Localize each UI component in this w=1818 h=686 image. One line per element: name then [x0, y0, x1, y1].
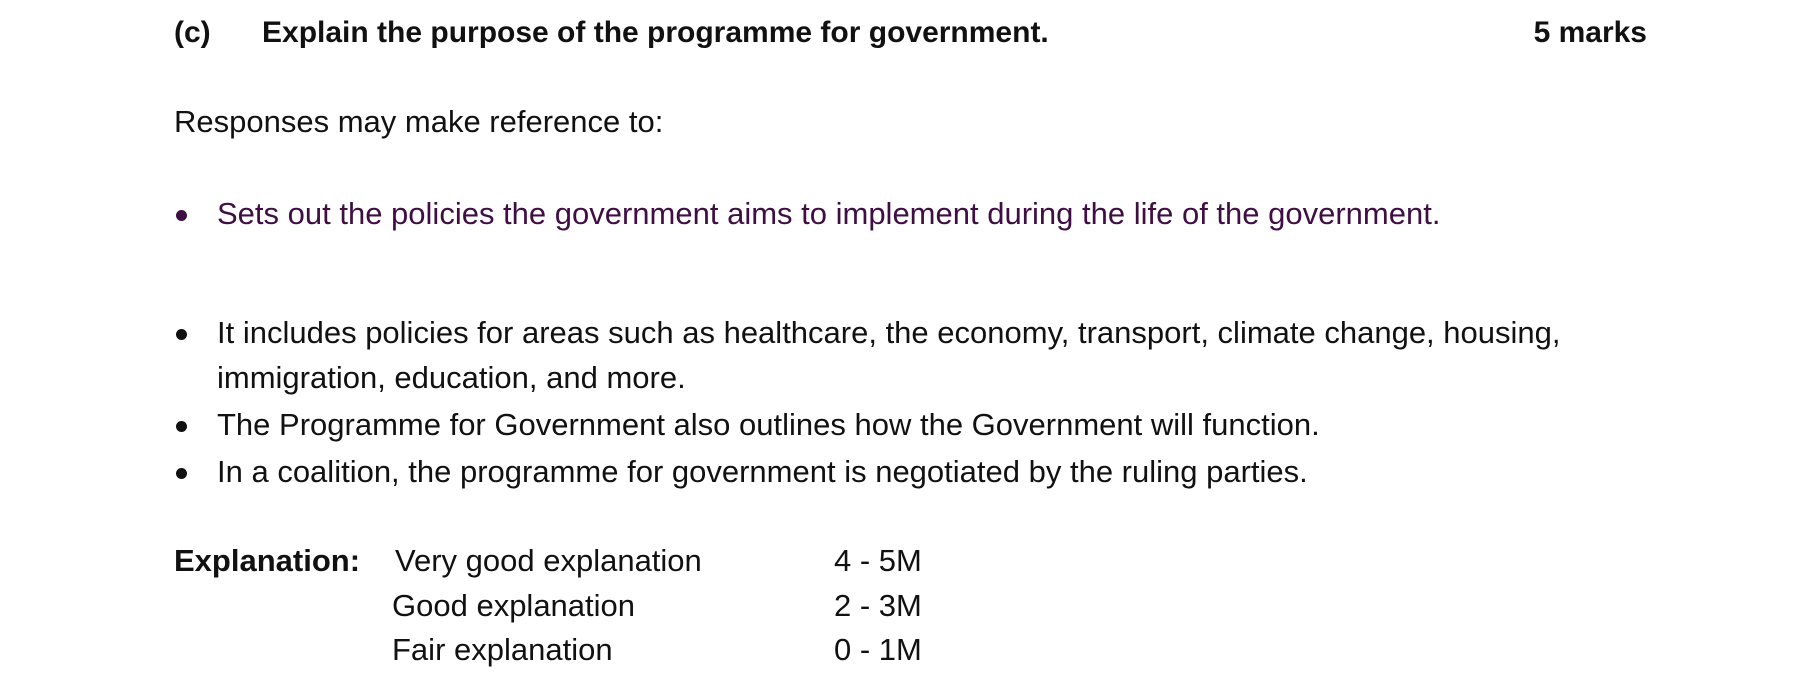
bullet-dot-icon [176, 210, 187, 221]
bullet-dot-icon [176, 421, 187, 432]
marking-description: Good explanation [392, 588, 636, 623]
intro-text: Responses may make reference to: [174, 104, 664, 139]
bullet-text: Sets out the policies the government aims to implement during the life of the government. [217, 196, 1441, 231]
marking-row [174, 538, 1074, 583]
marking-row [174, 627, 1074, 672]
marking-range: 0 - 1M [834, 632, 922, 667]
marking-range: 4 - 5M [834, 543, 922, 578]
marking-row [174, 583, 1074, 628]
bullet-dot-icon [176, 468, 187, 479]
question-number: (c) [174, 16, 211, 49]
question-heading [174, 13, 1647, 53]
bullet-text: In a coalition, the programme for government is negotiated by the ruling parties. [217, 454, 1308, 489]
marking-range: 2 - 3M [834, 588, 922, 623]
question-marks: 5 marks [1533, 16, 1647, 49]
marking-label: Explanation: [174, 543, 361, 578]
bullet-text: The Programme for Government also outlines how the Government will function. [217, 407, 1320, 442]
marking-description: Fair explanation [392, 632, 613, 667]
marking-description: Very good explanation [395, 543, 702, 578]
bullet-text: It includes policies for areas such as healthcare, the economy, transport, climate change, housing, immigration, education, and more. [217, 315, 1561, 395]
bullet-dot-icon [176, 329, 187, 340]
question-text: Explain the purpose of the programme for government. [262, 16, 1049, 49]
